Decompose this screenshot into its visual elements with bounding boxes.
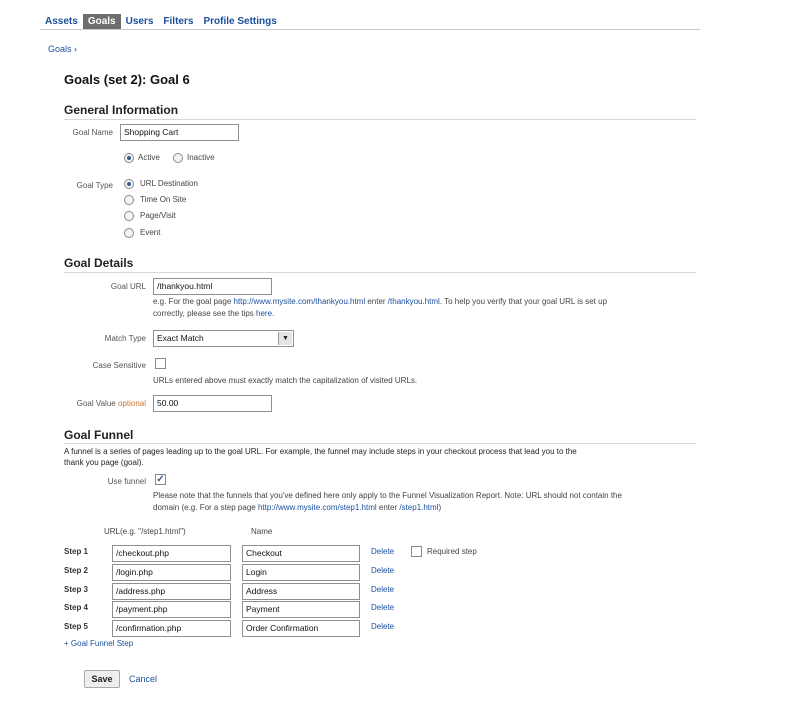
inactive-radio[interactable] — [173, 153, 183, 163]
match-type-value: Exact Match — [157, 333, 204, 343]
tab-divider — [40, 29, 700, 30]
time-on-site-radio[interactable] — [124, 195, 134, 205]
goal-value-label — [40, 399, 146, 408]
goal-url-hint — [153, 297, 607, 306]
goal-funnel-heading: Goal Funnel — [64, 428, 134, 442]
breadcrumb[interactable]: Goals › — [48, 44, 78, 54]
step-url-input[interactable]: /checkout.php — [112, 545, 231, 562]
step-url-input[interactable]: /login.php — [112, 564, 231, 581]
example-path-link[interactable]: /thankyou.html — [387, 297, 440, 306]
delete-step-link[interactable]: Delete — [371, 547, 395, 556]
match-type-label: Match Type — [104, 334, 146, 343]
tab-assets[interactable]: Assets — [45, 16, 78, 27]
url-column-header: URL(e.g. "/step1.html") — [104, 527, 186, 536]
add-funnel-step-link[interactable]: + Goal Funnel Step — [64, 639, 134, 648]
section-divider — [64, 443, 696, 444]
step-name-input[interactable]: Address — [242, 583, 360, 600]
goal-url-hint-2 — [153, 309, 274, 318]
step-label: Step 5 — [64, 622, 89, 631]
step-path-link[interactable]: /step1.html — [399, 503, 439, 512]
save-button[interactable]: Save — [84, 670, 120, 688]
funnel-description: A funnel is a series of pages leading up to the goal URL. For example, the funnel may include steps in your checkout process that lead you to the — [64, 447, 577, 456]
hint-text: . To help you verify that your goal URL is set up — [439, 297, 608, 306]
delete-step-link[interactable]: Delete — [371, 622, 395, 631]
goal-value-text: Goal Value — [76, 399, 116, 408]
example-url-link[interactable]: http://www.mysite.com/thankyou.html — [233, 297, 366, 306]
step-url-input[interactable]: /confirmation.php — [112, 620, 231, 637]
step-label: Step 3 — [64, 585, 89, 594]
event-label: Event — [140, 228, 161, 237]
funnel-description-2: thank you page (goal). — [64, 458, 144, 467]
hint-text: . — [272, 309, 275, 318]
section-divider — [64, 272, 696, 273]
funnel-note-2 — [153, 503, 441, 512]
hint-text: e.g. For the goal page — [153, 297, 234, 306]
goal-name-input[interactable]: Shopping Cart — [120, 124, 239, 141]
hint-text: correctly, please see the tips — [153, 309, 257, 318]
top-tabs — [40, 10, 282, 30]
step-name-input[interactable]: Order Confirmation — [242, 620, 360, 637]
inactive-label: Inactive — [187, 153, 215, 162]
step-label: Step 1 — [64, 547, 89, 556]
cancel-link[interactable]: Cancel — [129, 674, 158, 684]
match-type-select[interactable] — [153, 330, 294, 347]
required-step-label: Required step — [427, 547, 477, 556]
required-step-checkbox[interactable] — [411, 546, 422, 557]
funnel-note: Please note that the funnels that you've defined here only apply to the Funnel Visualization Report. Note: URL should not contain the — [153, 491, 622, 500]
goal-value-input[interactable]: 50.00 — [153, 395, 272, 412]
use-funnel-label: Use funnel — [107, 477, 146, 486]
step-url-link[interactable]: http://www.mysite.com/step1.html — [257, 503, 377, 512]
case-sensitive-label: Case Sensitive — [92, 361, 146, 370]
tab-filters[interactable]: Filters — [163, 16, 194, 27]
section-divider — [64, 119, 696, 120]
goal-url-input[interactable]: /thankyou.html — [153, 278, 272, 295]
tab-profile-settings[interactable]: Profile Settings — [203, 16, 277, 27]
use-funnel-checkbox[interactable]: ✓ — [156, 474, 165, 485]
note-text: ) — [438, 503, 442, 512]
name-column-header: Name — [251, 527, 273, 536]
active-radio[interactable] — [124, 153, 134, 163]
tab-goals[interactable]: Goals — [83, 14, 121, 30]
tab-users[interactable]: Users — [125, 16, 154, 27]
step-name-input[interactable]: Login — [242, 564, 360, 581]
page-visit-radio[interactable] — [124, 211, 134, 221]
tips-here-link[interactable]: here — [256, 309, 273, 318]
page-title: Goals (set 2): Goal 6 — [64, 72, 190, 87]
goal-details-heading: Goal Details — [64, 256, 134, 270]
step-url-input[interactable]: /payment.php — [112, 601, 231, 618]
general-information-heading: General Information — [64, 103, 179, 117]
goal-type-label: Goal Type — [76, 181, 113, 190]
time-on-site-label: Time On Site — [140, 195, 187, 204]
delete-step-link[interactable]: Delete — [371, 566, 395, 575]
note-text: enter — [376, 503, 400, 512]
delete-step-link[interactable]: Delete — [371, 603, 395, 612]
step-url-input[interactable]: /address.php — [112, 583, 231, 600]
note-text: domain (e.g. For a step page — [153, 503, 258, 512]
goal-url-label: Goal URL — [110, 282, 146, 291]
step-label: Step 2 — [64, 566, 89, 575]
delete-step-link[interactable]: Delete — [371, 585, 395, 594]
step-name-input[interactable]: Checkout — [242, 545, 360, 562]
url-destination-label: URL Destination — [140, 179, 198, 188]
step-name-input[interactable]: Payment — [242, 601, 360, 618]
case-sensitive-hint: URLs entered above must exactly match the capitalization of visited URLs. — [153, 376, 418, 385]
url-destination-radio[interactable] — [124, 179, 134, 189]
goal-name-label: Goal Name — [72, 128, 113, 137]
hint-text: enter — [365, 297, 388, 306]
dropdown-arrow-icon[interactable]: ▼ — [278, 332, 292, 345]
event-radio[interactable] — [124, 228, 134, 238]
case-sensitive-checkbox[interactable] — [155, 358, 166, 369]
step-label: Step 4 — [64, 603, 89, 612]
active-label: Active — [138, 153, 160, 162]
page-visit-label: Page/Visit — [140, 211, 176, 220]
optional-tag: optional — [117, 399, 146, 408]
